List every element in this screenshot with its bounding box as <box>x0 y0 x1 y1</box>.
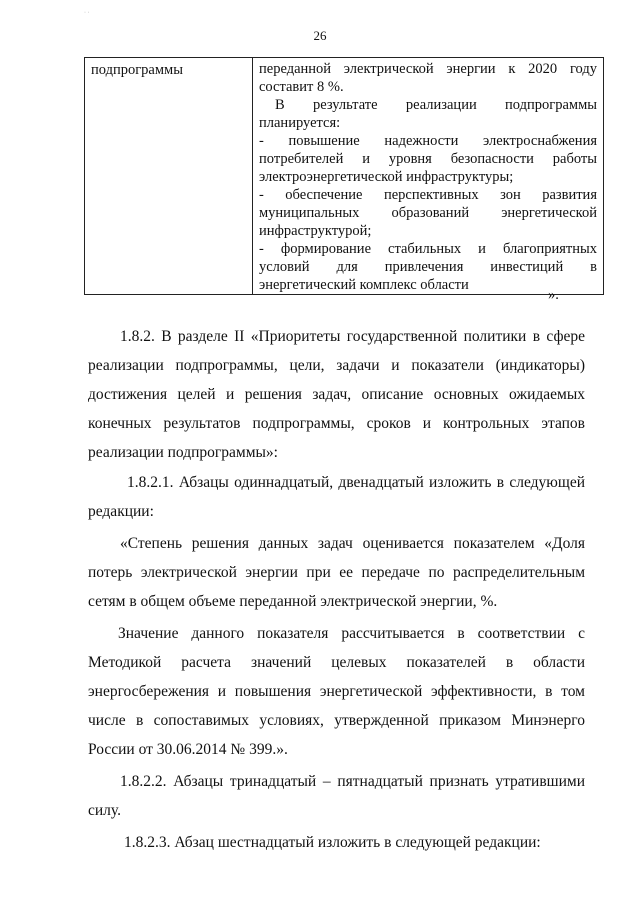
paragraph: 1.8.2.3. Абзац шестнадцатый изложить в следующей редакции: <box>124 834 541 851</box>
cell-line: инфраструктурой; <box>259 223 372 239</box>
cell-line: условий для привлечения инвестиций в <box>259 259 597 275</box>
paragraph: «Степень решения данных задач оценивается показателем «Доля потерь электрической энергии при ее передаче по распределительным сетям в общем объеме переданной электрической энергии, %. <box>88 535 585 610</box>
table-row <box>85 58 604 295</box>
cell-line: планируется: <box>259 115 341 131</box>
cell-line: составит 8 %. <box>259 79 344 95</box>
program-table <box>84 57 604 295</box>
cell-line: муниципальных образований энергетической <box>259 205 597 221</box>
paragraph: Значение данного показателя рассчитывается в соответствии с Методикой расчета значений целевых показателей в области энергосбережения и повышения энергетической эффективности, в том числе в сопоставимых условиях, утвержденной приказом Минэнерго России от 30.06.2014 № 399.». <box>88 625 585 758</box>
cell-line: переданной электрической энергии к 2020 году <box>259 61 597 77</box>
paragraph: 1.8.2.1. Абзацы одиннадцатый, двенадцатый изложить в следующей редакции: <box>88 474 585 520</box>
closing-quote: ». <box>548 287 559 303</box>
cell-line: - обеспечение перспективных зон развития <box>259 187 597 203</box>
corner-mark: · · <box>84 10 90 16</box>
cell-line: - повышение надежности электроснабжения <box>259 133 597 149</box>
cell-line: - формирование стабильных и благоприятных <box>259 241 597 257</box>
cell-line: энергетический комплекс области <box>259 277 469 293</box>
table-cell-content <box>253 58 604 295</box>
paragraph: 1.8.2. В разделе II «Приоритеты государственной политики в сфере реализации подпрограммы, цели, задачи и показатели (индикаторы) достижения целей и решения задач, описание основных ожидаемых конечных результатов подпрограммы, сроков и контрольных этапов реализации подпрограммы»: <box>88 328 585 461</box>
cell-line: В результате реализации подпрограммы <box>275 97 597 113</box>
paragraph: 1.8.2.2. Абзацы тринадцатый – пятнадцатый признать утратившими силу. <box>88 773 585 819</box>
cell-line: электроэнергетической инфраструктуры; <box>259 169 514 185</box>
document-body <box>88 322 585 857</box>
page-number: 26 <box>313 28 327 43</box>
cell-line: потребителей и уровня безопасности работы <box>259 151 597 167</box>
table-cell-label: подпрограммы <box>85 58 253 295</box>
